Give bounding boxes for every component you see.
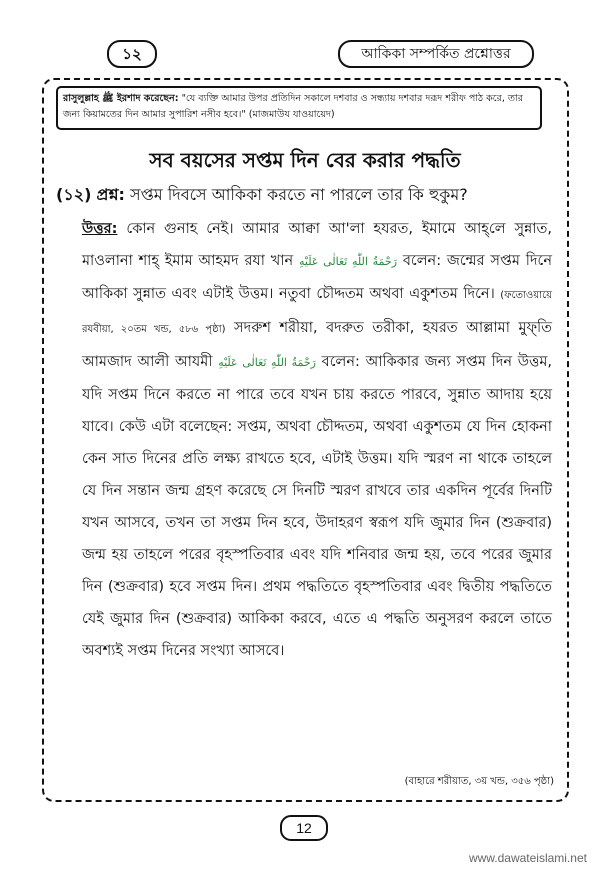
page-number-bottom: 12	[280, 815, 328, 841]
hadith-lead: রাসুলুল্লাহ ﷺ ইরশাদ করেছেন:	[63, 93, 179, 104]
arabic-blessing-2: رَحْمَةُ اللّٰهِ تَعَالٰى عَلَيْهِ	[218, 356, 316, 369]
website-url: www.dawateislami.net	[468, 851, 587, 865]
answer-text-1: কোন গুনাহ নেই। আমার আক্বা আ'লা হযরত, ইমামে আহ্‌লে সুন্নাত, মাওলানা শাহ্ ইমাম আহমদ রযা খান	[82, 221, 552, 269]
answer	[82, 213, 552, 667]
hadith-box	[56, 86, 542, 130]
answer-text-3: সদরুশ শরীয়া, বদরুত তরীকা, হযরত আল্লামা মুফ্‌তি আমজাদ আলী আযমী	[82, 320, 552, 370]
question-label: প্রশ্ন:	[96, 185, 125, 204]
page-number-top: ১২	[107, 40, 157, 68]
section-heading: সব বয়সের সপ্তম দিন বের করার পদ্ধতি	[149, 148, 461, 172]
question-text: সপ্তম দিবসে আকিকা করতে না পারলে তার কি হুকুম?	[130, 185, 468, 204]
question	[56, 183, 556, 207]
book-title: আকিকা সম্পর্কিত প্রশ্নোত্তর	[338, 40, 534, 68]
hadith-text: "যে ব্যক্তি আমার উপর প্রতিদিন সকালে দশবার ও সন্ধ্যায় দশবার দরূদ শরীফ পাঠ করে, তার জন্য কিয়ামতের দিন আমার সুপারিশ নসীব হবে।" (মাজমাউয যাওয়ায়েদ)	[63, 93, 523, 120]
question-number: (১২)	[56, 185, 92, 204]
arabic-blessing-1: رَحْمَةُ اللّٰهِ تَعَالٰى عَلَيْهِ	[298, 255, 398, 268]
answer-label: উত্তর:	[82, 221, 118, 237]
answer-text-2: বলেন: জন্মের সপ্তম দিনে আকিকা সুন্নাত এবং এটাই উত্তম। নতুবা চৌদ্দতম অথবা একুশতম দিনে।	[82, 253, 553, 302]
citation-1: (ফতোওয়ায়ে রযবীয়া, ২০তম খন্ড, ৫৮৬ পৃষ্ঠা)	[82, 290, 552, 335]
answer-text-4: বলেন: আকিকার জন্য সপ্তম দিন উত্তম, যদি সপ্তম দিনে করতে না পারে তবে যখন চায় করতে পারবে, সুন্নাত আদায় হয়ে যাবে। কেউ এটা বলেছেন: সপ্তম, অথবা চৌদ্দতম, অথবা একুশতম যে দিন হোকনা কেন সাত দিনের প্রতি লক্ষ্য রাখতে হবে, এটাই উত্তম। যদি স্মরণ না থাকে তাহলে যে দিন সন্তান জন্ম গ্রহণ করেছে সে দিনটি স্মরণ রাখবে তার একদিন পূর্বের দিনটি যখন আসবে, তখন তা সপ্তম দিন হবে, উদাহরণ স্বরূপ যদি জুমার দিন (শুক্রবার) জন্ম হয় তাহলে পরের বৃহস্পতিবার এবং যদি শনিবার জন্ম হয়, তবে পরের জুমার দিন (শুক্রবার) হবে সপ্তম দিন। প্রথম পদ্ধতিতে বৃহস্পতিবার এবং দ্বিতীয় পদ্ধতিতে যেই জুমার দিন (শুক্রবার) আকিকা করবে, এতে এ পদ্ধতি অনুসরণ করলে তাতে অবশ্যই সপ্তম দিনের সংখ্যা আসবে।	[82, 354, 553, 659]
reference-citation: (বাহারে শরীয়াত, ৩য় খন্ড, ৩৫৬ পৃষ্ঠা)	[404, 776, 554, 787]
